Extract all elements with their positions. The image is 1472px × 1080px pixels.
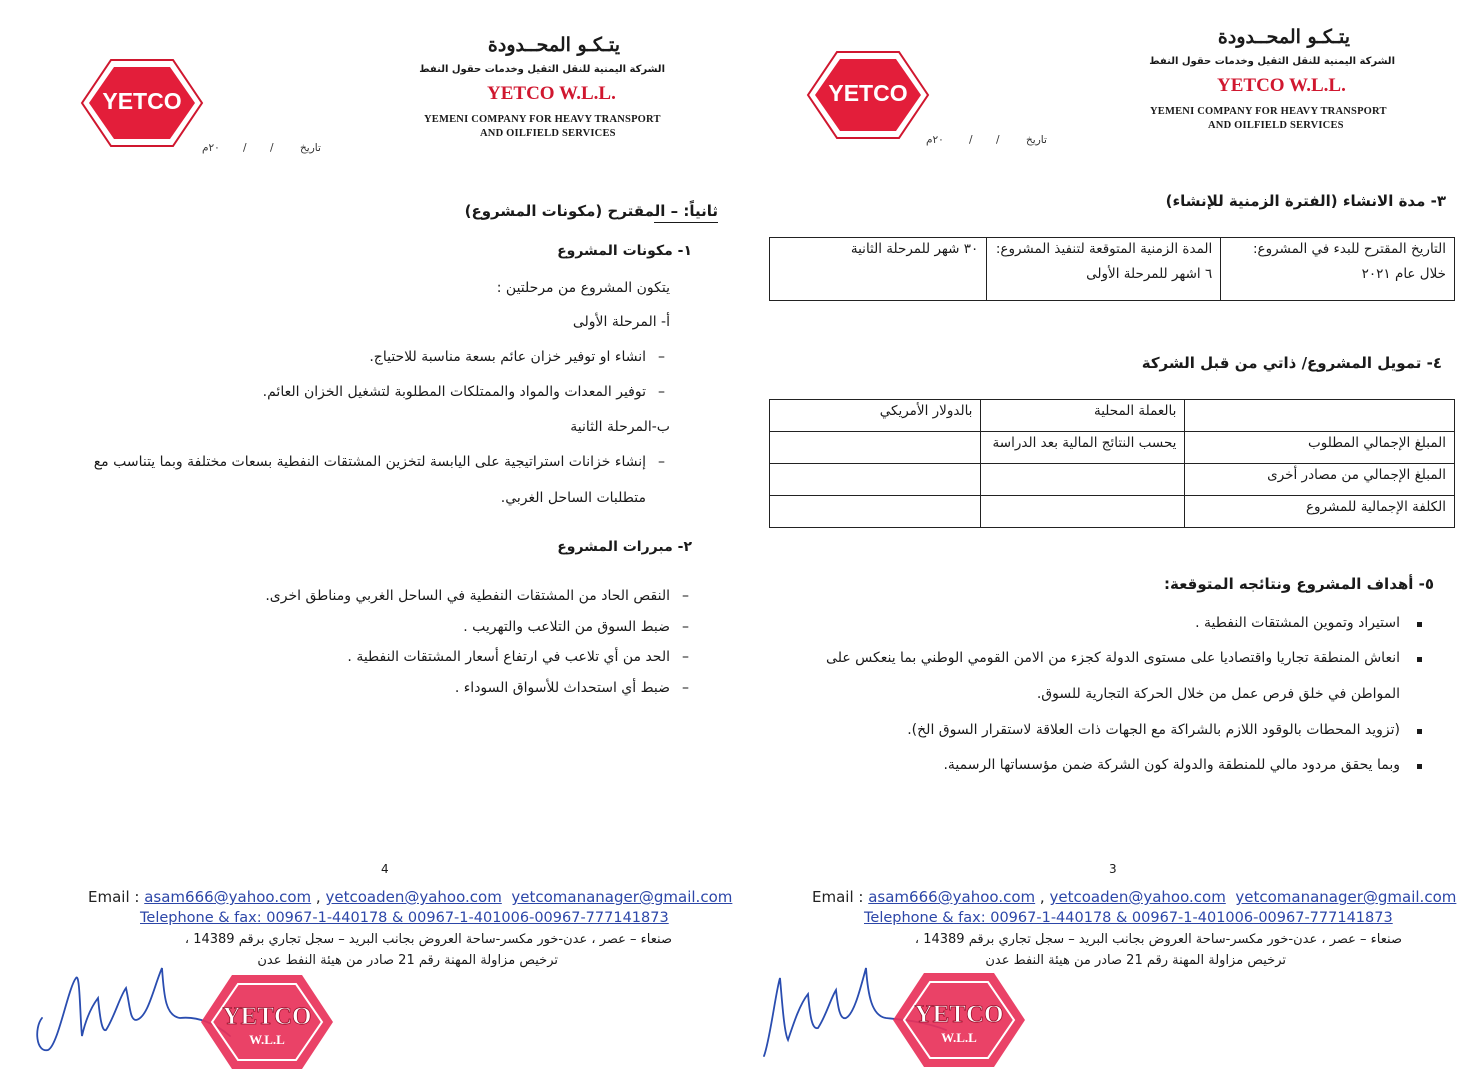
page-number: 3 bbox=[1109, 862, 1117, 876]
start-date-value: خلال عام ٢٠٢١ bbox=[1361, 266, 1446, 282]
date-slash: / bbox=[270, 142, 274, 154]
components-intro: يتكون المشروع من مرحلتين : bbox=[496, 280, 670, 296]
company-arabic-subtitle: الشركة اليمنية للنقل الثقيل وخدمات حقول النفط bbox=[1149, 56, 1395, 67]
table-cell bbox=[770, 464, 981, 496]
company-arabic-name: يتـكـو المحــدودة bbox=[487, 34, 620, 56]
dash-marker: – bbox=[682, 619, 689, 635]
phase-b-label: ب-المرحلة الثانية bbox=[570, 419, 670, 435]
company-stamp bbox=[198, 972, 336, 1076]
company-arabic-subtitle: الشركة اليمنية للنقل الثقيل وخدمات حقول النفط bbox=[419, 64, 665, 75]
financing-heading: ٤- تمويل المشروع/ ذاتي من قبل الشركة bbox=[1141, 354, 1442, 372]
table-row-label: المبلغ الإجمالي المطلوب bbox=[1185, 432, 1455, 464]
email-link[interactable]: asam666@yahoo.com bbox=[868, 888, 1036, 906]
date-label: تاريخ bbox=[300, 142, 321, 154]
duration-label: المدة الزمنية المتوقعة لتنفيذ المشروع: bbox=[995, 241, 1213, 257]
phase-two-duration: ٣٠ شهر للمرحلة الثانية bbox=[850, 241, 979, 257]
title-underline bbox=[654, 222, 718, 223]
justification-item: ضبط السوق من التلاعب والتهريب . bbox=[463, 619, 670, 635]
table-cell bbox=[981, 496, 1185, 528]
footer-telephone[interactable]: Telephone & fax: 00967-1-440178 & 00967-1-401006-00967-777141873 bbox=[864, 910, 1393, 926]
dash-marker: – bbox=[658, 454, 665, 470]
table-header: بالعملة المحلية bbox=[981, 400, 1185, 432]
stamp-subtext: W.L.L bbox=[941, 1030, 977, 1045]
dash-marker: – bbox=[682, 680, 689, 696]
yetco-logo bbox=[806, 50, 930, 144]
bullet-marker bbox=[1417, 764, 1422, 769]
email-separator: , bbox=[1035, 888, 1050, 906]
phase-b-item-continued: متطلبات الساحل الغربي. bbox=[500, 490, 646, 506]
email-link[interactable]: yetcomananager@gmail.com bbox=[1235, 888, 1457, 906]
goal-item: (تزويد المحطات بالوقود اللازم بالشراكة مع الجهات ذات العلاقة لاستقرار السوق الخ). bbox=[907, 722, 1400, 738]
goal-item: انعاش المنطقة تجاريا واقتصاديا على مستوى الدولة كجزء من الامن القومي الوطني بما ينعكس على bbox=[826, 650, 1400, 666]
yetco-logo bbox=[80, 58, 204, 152]
date-slash: / bbox=[243, 142, 247, 154]
date-label: تاريخ bbox=[1026, 134, 1047, 146]
footer-license: ترخيص مزاولة المهنة رقم 21 صادر من هيئة النفط عدن bbox=[985, 953, 1286, 968]
email-link[interactable]: yetcoaden@yahoo.com bbox=[325, 888, 502, 906]
dash-marker: – bbox=[658, 384, 665, 400]
phase-a-item: انشاء او توفير خزان عائم بسعة مناسبة للاحتياج. bbox=[369, 349, 646, 365]
justification-item: النقص الحاد من المشتقات النفطية في الساحل الغربي ومناطق اخرى. bbox=[265, 588, 670, 604]
phase-a-label: أ- المرحلة الأولى bbox=[572, 314, 670, 330]
justifications-heading: ٢- مبررات المشروع bbox=[557, 539, 692, 555]
start-date-label: التاريخ المقترح للبدء في المشروع: bbox=[1252, 241, 1446, 257]
table-cell bbox=[1221, 238, 1455, 301]
company-arabic-name: يتـكـو المحــدودة bbox=[1217, 26, 1350, 48]
date-slash: / bbox=[969, 134, 973, 146]
dash-marker: – bbox=[682, 588, 689, 604]
footer-email-line bbox=[812, 888, 1456, 906]
table-cell bbox=[770, 238, 987, 301]
footer-address: صنعاء – عصر ، عدن-خور مكسر-ساحة العروض بجانب البريد – سجل تجاري برقم 14389 ، bbox=[184, 932, 672, 947]
components-heading: ١- مكونات المشروع bbox=[557, 243, 692, 259]
date-year: ٢٠م bbox=[926, 134, 944, 146]
table-header: بالدولار الأمريكي bbox=[770, 400, 981, 432]
justification-item: الحد من أي تلاعب في ارتفاع أسعار المشتقات النفطية . bbox=[347, 649, 670, 665]
company-stamp bbox=[890, 970, 1028, 1074]
bullet-marker bbox=[1417, 622, 1422, 627]
date-slash: / bbox=[996, 134, 1000, 146]
company-english-line2: AND OILFIELD SERVICES bbox=[1208, 120, 1344, 131]
footer-email-line bbox=[88, 888, 732, 906]
goals-heading: ٥- أهداف المشروع ونتائجه المتوقعة: bbox=[1163, 575, 1434, 593]
table-cell bbox=[987, 238, 1221, 301]
dash-marker: – bbox=[658, 349, 665, 365]
stamp-subtext: W.L.L bbox=[249, 1032, 285, 1047]
table-cell bbox=[981, 464, 1185, 496]
company-english-line1: YEMENI COMPANY FOR HEAVY TRANSPORT bbox=[1150, 106, 1387, 117]
financing-table bbox=[769, 399, 1455, 528]
section-title: ثانياً: – المقترح (مكونات المشروع) bbox=[464, 202, 718, 220]
table-cell bbox=[770, 432, 981, 464]
table-cell: يحسب النتائج المالية بعد الدراسة bbox=[981, 432, 1185, 464]
justification-item: ضبط أي استحداث للأسواق السوداء . bbox=[454, 680, 670, 696]
company-english-name: YETCO W.L.L. bbox=[1217, 75, 1346, 96]
dash-marker: – bbox=[682, 649, 689, 665]
footer-telephone[interactable]: Telephone & fax: 00967-1-440178 & 00967-1-401006-00967-777141873 bbox=[140, 910, 669, 926]
goal-item: استيراد وتموين المشتقات النفطية . bbox=[1195, 615, 1400, 631]
bullet-marker bbox=[1417, 729, 1422, 734]
company-english-name: YETCO W.L.L. bbox=[487, 83, 616, 104]
email-link[interactable]: yetcoaden@yahoo.com bbox=[1049, 888, 1226, 906]
goal-item-continued: المواطن في خلق فرص عمل من خلال الحركة التجارية للسوق. bbox=[1036, 686, 1400, 702]
page-number: 4 bbox=[381, 862, 389, 876]
table-cell bbox=[1185, 400, 1455, 432]
bullet-marker bbox=[1417, 657, 1422, 662]
footer-license: ترخيص مزاولة المهنة رقم 21 صادر من هيئة النفط عدن bbox=[257, 953, 558, 968]
email-separator: , bbox=[311, 888, 326, 906]
company-english-line1: YEMENI COMPANY FOR HEAVY TRANSPORT bbox=[424, 114, 661, 125]
table-cell bbox=[770, 496, 981, 528]
phase-a-item: توفير المعدات والمواد والممتلكات المطلوبة لتشغيل الخزان العائم. bbox=[262, 384, 646, 400]
table-row-label: المبلغ الإجمالي من مصادر أخرى bbox=[1185, 464, 1455, 496]
phase-one-duration: ٦ اشهر للمرحلة الأولى bbox=[1086, 266, 1213, 282]
email-label: Email : bbox=[812, 888, 864, 906]
page-3 bbox=[736, 0, 1472, 1080]
email-link[interactable]: asam666@yahoo.com bbox=[144, 888, 312, 906]
email-label: Email : bbox=[88, 888, 140, 906]
table-row-label: الكلفة الإجمالية للمشروع bbox=[1185, 496, 1455, 528]
company-english-line2: AND OILFIELD SERVICES bbox=[480, 128, 616, 139]
phase-b-item: إنشاء خزانات استراتيجية على اليابسة لتخزين المشتقات النفطية بسعات مختلفة وبما يتناسب مع bbox=[93, 454, 646, 470]
email-link[interactable]: yetcomananager@gmail.com bbox=[511, 888, 733, 906]
duration-heading: ٣- مدة الانشاء (الفترة الزمنية للإنشاء) bbox=[1165, 192, 1446, 210]
footer-address: صنعاء – عصر ، عدن-خور مكسر-ساحة العروض بجانب البريد – سجل تجاري برقم 14389 ، bbox=[914, 932, 1402, 947]
stamp-text: YETCO bbox=[914, 1001, 1004, 1028]
duration-table bbox=[769, 237, 1455, 301]
date-year: ٢٠م bbox=[202, 142, 220, 154]
logo-text: YETCO bbox=[102, 88, 182, 114]
logo-text: YETCO bbox=[828, 80, 908, 106]
goal-item: وبما يحقق مردود مالي للمنطقة والدولة كون الشركة ضمن مؤسساتها الرسمية. bbox=[943, 757, 1400, 773]
stamp-text: YETCO bbox=[222, 1003, 312, 1030]
